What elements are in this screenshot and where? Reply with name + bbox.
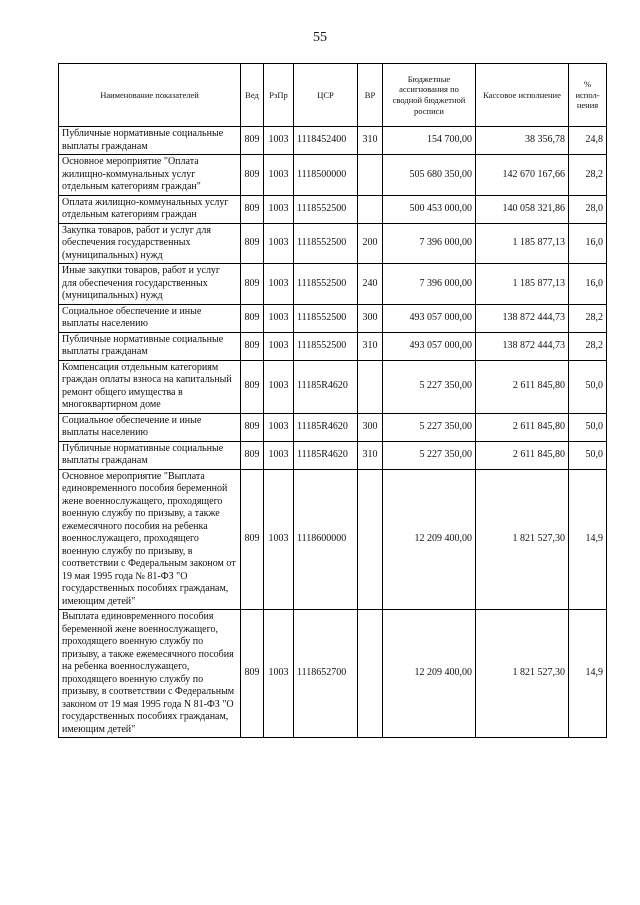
cell-cash: 138 872 444,73: [476, 332, 569, 360]
cell-ved: 809: [241, 304, 264, 332]
cell-rzpr: 1003: [264, 610, 294, 738]
cell-name: Выплата единовременного пособия беременной жене военнослужащего, проходящего военную службу по призыву, а также ежемесячного пособия на ребенка военнослужащего, проходящего военную службу по призыву, в соответствии с Федеральным законом от 19 мая 1995 года N 81-ФЗ "О государственных пособиях гражданам, имеющим детей": [59, 610, 241, 738]
cell-ved: 809: [241, 441, 264, 469]
cell-rzpr: 1003: [264, 469, 294, 610]
cell-budget: 5 227 350,00: [383, 441, 476, 469]
cell-cash: 1 821 527,30: [476, 469, 569, 610]
cell-budget: 12 209 400,00: [383, 469, 476, 610]
cell-percent: 16,0: [569, 264, 607, 305]
header-vr: ВР: [358, 64, 383, 127]
cell-csr: 11185R4620: [294, 413, 358, 441]
cell-ved: 809: [241, 360, 264, 413]
cell-csr: 11185R4620: [294, 441, 358, 469]
cell-name: Публичные нормативные социальные выплаты гражданам: [59, 441, 241, 469]
cell-ved: 809: [241, 195, 264, 223]
table-row: [59, 304, 607, 332]
cell-percent: 28,2: [569, 304, 607, 332]
cell-ved: 809: [241, 223, 264, 264]
table-row: [59, 155, 607, 196]
cell-percent: 50,0: [569, 441, 607, 469]
cell-name: Основное мероприятие "Оплата жилищно-коммунальных услуг отдельным категориям граждан": [59, 155, 241, 196]
cell-cash: 138 872 444,73: [476, 304, 569, 332]
cell-csr: 1118652700: [294, 610, 358, 738]
cell-percent: 50,0: [569, 360, 607, 413]
cell-csr: 1118552500: [294, 195, 358, 223]
cell-name: Оплата жилищно-коммунальных услуг отдельным категориям граждан: [59, 195, 241, 223]
cell-ved: 809: [241, 610, 264, 738]
cell-percent: 50,0: [569, 413, 607, 441]
cell-vr: 300: [358, 304, 383, 332]
cell-ved: 809: [241, 332, 264, 360]
cell-rzpr: 1003: [264, 223, 294, 264]
cell-name: Публичные нормативные социальные выплаты гражданам: [59, 332, 241, 360]
cell-vr: [358, 155, 383, 196]
table-row: [59, 332, 607, 360]
cell-ved: 809: [241, 264, 264, 305]
header-cash: Кассовое исполнение: [476, 64, 569, 127]
table-row: [59, 223, 607, 264]
cell-cash: 1 185 877,13: [476, 223, 569, 264]
cell-rzpr: 1003: [264, 360, 294, 413]
table-row: [59, 413, 607, 441]
cell-name: Основное мероприятие "Выплата единовременного пособия беременной жене военнослужащего, проходящего военную службу по призыву, а также ежемесячного пособия на ребенка военнослужащего, проходящего военную службу по призыву, в соответствии с Федеральным законом от 19 мая 1995 года № 81-ФЗ "О государственных пособиях гражданам, имеющим детей": [59, 469, 241, 610]
cell-name: Закупка товаров, работ и услуг для обеспечения государственных (муниципальных) нужд: [59, 223, 241, 264]
cell-name: Компенсация отдельным категориям граждан оплаты взноса на капитальный ремонт общего имущества в многоквартирном доме: [59, 360, 241, 413]
cell-vr: 240: [358, 264, 383, 305]
cell-rzpr: 1003: [264, 332, 294, 360]
header-rzpr: РзПр: [264, 64, 294, 127]
cell-percent: 14,9: [569, 610, 607, 738]
cell-cash: 140 058 321,86: [476, 195, 569, 223]
cell-budget: 12 209 400,00: [383, 610, 476, 738]
table-header-row: [59, 64, 607, 127]
cell-ved: 809: [241, 413, 264, 441]
cell-percent: 14,9: [569, 469, 607, 610]
cell-cash: 1 821 527,30: [476, 610, 569, 738]
cell-ved: 809: [241, 469, 264, 610]
cell-cash: 38 356,78: [476, 127, 569, 155]
cell-vr: 310: [358, 127, 383, 155]
cell-rzpr: 1003: [264, 127, 294, 155]
cell-budget: 7 396 000,00: [383, 264, 476, 305]
budget-table: [58, 63, 607, 738]
cell-budget: 7 396 000,00: [383, 223, 476, 264]
cell-ved: 809: [241, 155, 264, 196]
cell-csr: 1118552500: [294, 304, 358, 332]
cell-name: Социальное обеспечение и иные выплаты населению: [59, 304, 241, 332]
table-row: [59, 127, 607, 155]
cell-vr: 310: [358, 332, 383, 360]
table-row: [59, 360, 607, 413]
cell-name: Публичные нормативные социальные выплаты гражданам: [59, 127, 241, 155]
cell-rzpr: 1003: [264, 264, 294, 305]
table-row: [59, 195, 607, 223]
cell-percent: 16,0: [569, 223, 607, 264]
table-row: [59, 469, 607, 610]
table-row: [59, 264, 607, 305]
page-number: 55: [313, 30, 327, 45]
cell-vr: 300: [358, 413, 383, 441]
header-csr: ЦСР: [294, 64, 358, 127]
cell-rzpr: 1003: [264, 304, 294, 332]
cell-vr: [358, 469, 383, 610]
cell-csr: 1118500000: [294, 155, 358, 196]
cell-cash: 142 670 167,66: [476, 155, 569, 196]
cell-cash: 2 611 845,80: [476, 413, 569, 441]
cell-percent: 28,0: [569, 195, 607, 223]
cell-ved: 809: [241, 127, 264, 155]
cell-csr: 1118452400: [294, 127, 358, 155]
cell-budget: 5 227 350,00: [383, 360, 476, 413]
cell-vr: 310: [358, 441, 383, 469]
cell-vr: [358, 195, 383, 223]
cell-budget: 493 057 000,00: [383, 304, 476, 332]
header-name: Наименование показателей: [59, 64, 241, 127]
cell-budget: 505 680 350,00: [383, 155, 476, 196]
cell-csr: 1118552500: [294, 223, 358, 264]
cell-vr: [358, 360, 383, 413]
table-row: [59, 441, 607, 469]
header-ved: Вед: [241, 64, 264, 127]
cell-rzpr: 1003: [264, 155, 294, 196]
cell-cash: 2 611 845,80: [476, 441, 569, 469]
cell-rzpr: 1003: [264, 413, 294, 441]
cell-name: Иные закупки товаров, работ и услуг для обеспечения государственных (муниципальных) нужд: [59, 264, 241, 305]
cell-percent: 28,2: [569, 155, 607, 196]
cell-name: Социальное обеспечение и иные выплаты населению: [59, 413, 241, 441]
cell-budget: 5 227 350,00: [383, 413, 476, 441]
cell-csr: 1118600000: [294, 469, 358, 610]
cell-cash: 1 185 877,13: [476, 264, 569, 305]
cell-vr: [358, 610, 383, 738]
header-percent: % испол-нения: [569, 64, 607, 127]
cell-budget: 493 057 000,00: [383, 332, 476, 360]
cell-csr: 1118552500: [294, 264, 358, 305]
cell-budget: 500 453 000,00: [383, 195, 476, 223]
cell-cash: 2 611 845,80: [476, 360, 569, 413]
table-row: [59, 610, 607, 738]
cell-csr: 1118552500: [294, 332, 358, 360]
cell-rzpr: 1003: [264, 195, 294, 223]
cell-percent: 28,2: [569, 332, 607, 360]
cell-rzpr: 1003: [264, 441, 294, 469]
cell-vr: 200: [358, 223, 383, 264]
cell-percent: 24,8: [569, 127, 607, 155]
header-budget: Бюджетные ассигнования по сводной бюджетной росписи: [383, 64, 476, 127]
cell-budget: 154 700,00: [383, 127, 476, 155]
cell-csr: 11185R4620: [294, 360, 358, 413]
